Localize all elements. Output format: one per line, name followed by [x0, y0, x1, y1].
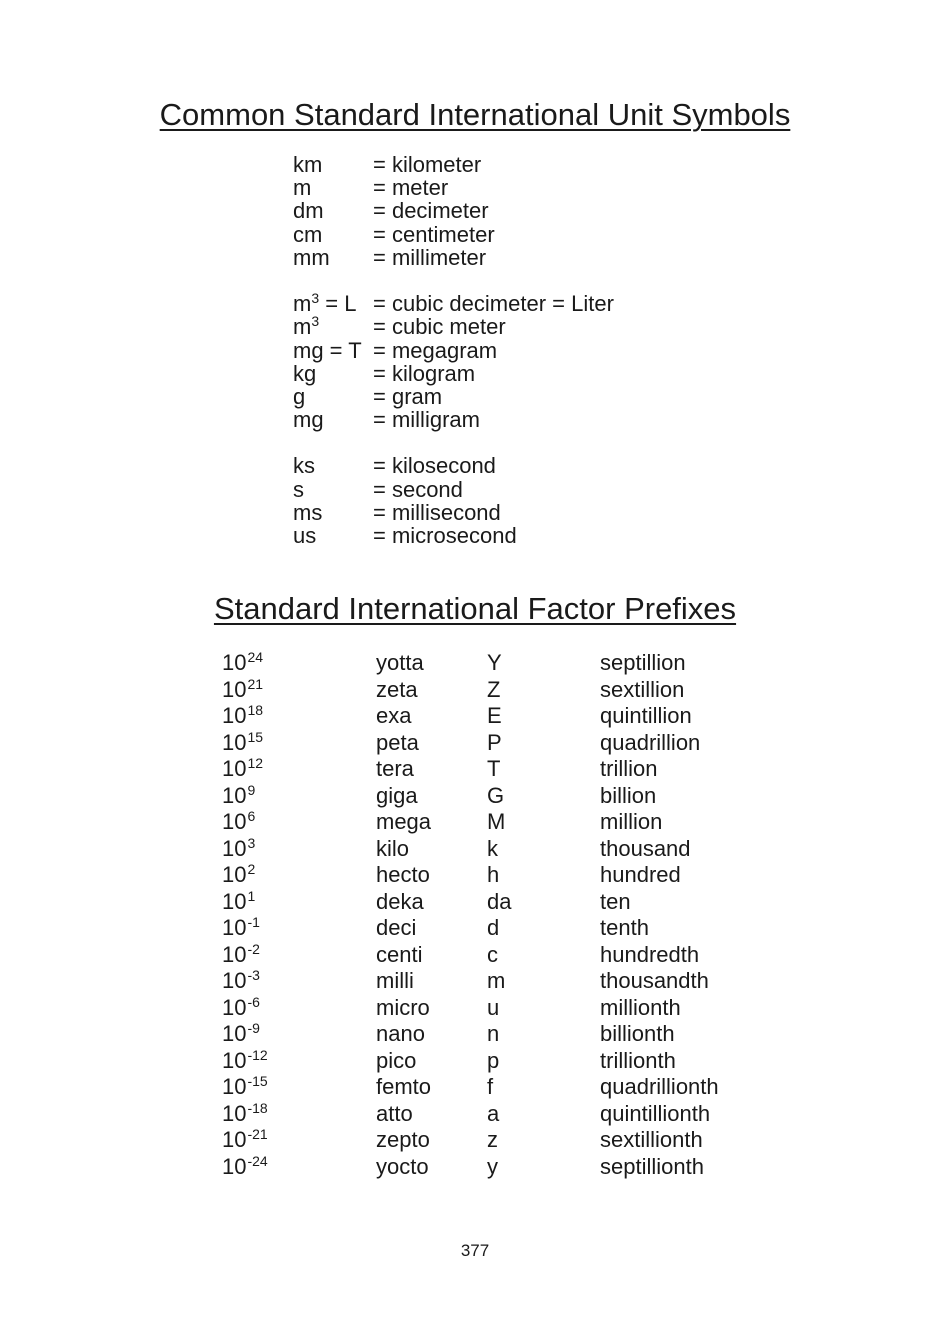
- prefix-power: [222, 1074, 376, 1101]
- prefix-symbol: z: [487, 1127, 498, 1152]
- power-exponent: -3: [247, 967, 260, 983]
- unit-symbol: mg: [293, 407, 324, 433]
- unit-definition: = gram: [373, 383, 443, 409]
- power-base: 10: [222, 756, 247, 781]
- prefix-power: [222, 836, 376, 863]
- prefix-symbol: m: [487, 968, 506, 993]
- prefix-symbol: E: [487, 703, 502, 728]
- prefix-name: kilo: [376, 835, 410, 861]
- prefix-power: [222, 915, 376, 942]
- unit-definition: = megagram: [373, 337, 498, 363]
- prefix-symbol: f: [487, 1074, 494, 1099]
- power-exponent: 6: [247, 808, 256, 824]
- power-base: 10: [222, 941, 247, 967]
- prefix-english: trillionth: [600, 1047, 676, 1073]
- prefix-power: [222, 968, 376, 995]
- unit-row: [293, 292, 614, 315]
- prefix-name: milli: [376, 968, 414, 993]
- power-base: 10: [222, 915, 247, 940]
- prefix-name: pico: [376, 1047, 417, 1073]
- prefix-name: micro: [376, 994, 430, 1020]
- unit-definition: = milligram: [373, 407, 480, 433]
- prefix-power: [222, 730, 376, 757]
- prefix-english: septillionth: [600, 1153, 704, 1179]
- unit-symbol: cm: [293, 221, 323, 247]
- unit-definition: = decimeter: [373, 198, 489, 224]
- prefix-symbol: da: [487, 888, 512, 914]
- unit-definition: = microsecond: [373, 523, 517, 548]
- prefix-name: hecto: [376, 862, 430, 887]
- prefix-name: mega: [376, 809, 432, 834]
- unit-definition: = cubic meter: [373, 314, 506, 340]
- prefix-row: [222, 862, 719, 889]
- power-base: 10: [222, 650, 247, 675]
- prefix-row: [222, 968, 719, 995]
- power-base: 10: [222, 1074, 247, 1099]
- prefix-english: billion: [600, 782, 657, 808]
- power-base: 10: [222, 888, 247, 914]
- prefix-power: [222, 942, 376, 969]
- unit-symbol-base: m: [293, 291, 312, 317]
- power-exponent: 12: [247, 755, 264, 771]
- unit-symbol: ms: [293, 499, 323, 525]
- unit-definition: = kilosecond: [373, 453, 496, 479]
- prefix-row: [222, 1074, 719, 1101]
- prefix-name: deci: [376, 915, 417, 940]
- unit-definition: = kilometer: [373, 152, 482, 177]
- prefix-name: tera: [376, 756, 414, 781]
- power-exponent: -12: [247, 1046, 268, 1063]
- prefix-symbol: n: [487, 1021, 500, 1046]
- prefix-row: [222, 995, 719, 1022]
- power-exponent: -9: [247, 1020, 260, 1036]
- unit-symbol: m: [293, 175, 312, 201]
- unit-symbol: [293, 315, 373, 338]
- unit-row: [293, 315, 614, 338]
- prefix-name: nano: [376, 1021, 425, 1046]
- prefix-row: [222, 889, 719, 916]
- unit-row: [293, 153, 614, 176]
- prefix-power: [222, 995, 376, 1022]
- prefix-power: [222, 756, 376, 783]
- prefix-power: [222, 1154, 376, 1181]
- prefix-row: [222, 1127, 719, 1154]
- power-base: 10: [222, 862, 247, 887]
- prefix-symbol: G: [487, 782, 505, 808]
- unit-row: [293, 524, 614, 547]
- power-exponent: 2: [247, 861, 256, 877]
- prefix-symbol: d: [487, 915, 500, 940]
- prefix-symbol: Y: [487, 650, 502, 675]
- prefix-symbol: u: [487, 994, 500, 1020]
- unit-definition: = meter: [373, 175, 449, 201]
- prefix-power: [222, 862, 376, 889]
- prefix-row: [222, 703, 719, 730]
- prefix-symbol: k: [487, 835, 498, 861]
- prefix-power: [222, 783, 376, 810]
- unit-symbol: km: [293, 152, 323, 177]
- power-base: 10: [222, 1100, 247, 1126]
- power-exponent: -6: [247, 993, 260, 1010]
- prefix-name: exa: [376, 703, 412, 728]
- unit-definition: = centimeter: [373, 221, 495, 247]
- power-exponent: -24: [247, 1152, 268, 1169]
- prefix-symbol: a: [487, 1100, 500, 1126]
- prefix-power: [222, 1127, 376, 1154]
- power-exponent: -1: [247, 914, 260, 930]
- page-number: 377: [460, 1241, 490, 1260]
- unit-group: [293, 454, 614, 547]
- prefix-power: [222, 889, 376, 916]
- prefix-symbol: c: [487, 941, 498, 967]
- prefix-symbol: P: [487, 729, 502, 755]
- prefix-row: [222, 1021, 719, 1048]
- unit-row: [293, 478, 614, 501]
- prefix-name: giga: [376, 782, 418, 808]
- unit-symbol-list: [293, 153, 614, 570]
- power-base: 10: [222, 729, 247, 755]
- power-exponent: 3: [247, 834, 256, 851]
- prefix-power: [222, 650, 376, 677]
- unit-definition: = second: [373, 476, 463, 502]
- power-base: 10: [222, 809, 247, 834]
- unit-row: [293, 362, 614, 385]
- prefix-row: [222, 783, 719, 810]
- prefix-symbol: T: [487, 756, 501, 781]
- prefix-name: peta: [376, 729, 419, 755]
- prefix-row: [222, 915, 719, 942]
- power-base: 10: [222, 703, 247, 728]
- prefix-english: millionth: [600, 994, 681, 1020]
- prefix-power: [222, 809, 376, 836]
- prefix-power: [222, 1101, 376, 1128]
- unit-definition: = cubic decimeter = Liter: [373, 291, 614, 317]
- unit-row: [293, 199, 614, 222]
- unit-symbol: [293, 292, 373, 315]
- unit-symbol: dm: [293, 198, 324, 224]
- unit-row: [293, 176, 614, 199]
- prefix-english: sextillion: [600, 676, 685, 702]
- unit-symbol: s: [293, 476, 304, 502]
- power-exponent: 18: [247, 702, 264, 718]
- unit-row: [293, 454, 614, 477]
- power-base: 10: [222, 1047, 247, 1073]
- prefix-english: quintillion: [600, 703, 692, 728]
- prefix-english: tenth: [600, 915, 649, 940]
- prefix-power: [222, 703, 376, 730]
- power-exponent: -15: [247, 1073, 268, 1089]
- prefix-symbol: M: [487, 809, 506, 834]
- prefix-symbol: p: [487, 1047, 500, 1073]
- unit-row: [293, 223, 614, 246]
- unit-symbol: us: [293, 523, 317, 548]
- power-base: 10: [222, 782, 247, 808]
- prefix-english: ten: [600, 888, 631, 914]
- unit-symbol: ks: [293, 453, 315, 479]
- power-exponent: -2: [247, 940, 260, 957]
- prefix-name: atto: [376, 1100, 413, 1126]
- units-section-title: Common Standard International Unit Symbols: [159, 97, 791, 132]
- power-base: 10: [222, 1021, 247, 1046]
- prefix-english: trillion: [600, 756, 658, 781]
- prefix-row: [222, 1048, 719, 1075]
- power-exponent: 1: [247, 887, 256, 904]
- prefix-english: quadrillion: [600, 729, 701, 755]
- prefix-row: [222, 650, 719, 677]
- unit-symbol-base: m: [293, 314, 312, 340]
- prefix-row: [222, 1101, 719, 1128]
- unit-symbol-exponent: 3: [311, 290, 320, 307]
- prefix-english: billionth: [600, 1021, 675, 1046]
- power-exponent: 15: [247, 728, 264, 745]
- unit-group: [293, 292, 614, 431]
- prefix-english: thousand: [600, 835, 691, 861]
- unit-row: [293, 501, 614, 524]
- unit-definition: = millisecond: [373, 499, 501, 525]
- prefix-english: hundredth: [600, 941, 700, 967]
- power-base: 10: [222, 676, 247, 702]
- prefix-english: million: [600, 809, 663, 834]
- prefix-name: zepto: [376, 1127, 430, 1152]
- prefix-english: quintillionth: [600, 1100, 711, 1126]
- prefix-english: thousandth: [600, 968, 709, 993]
- power-base: 10: [222, 835, 247, 861]
- unit-symbol: kg: [293, 360, 317, 386]
- prefix-symbol: Z: [487, 676, 501, 702]
- prefix-name: femto: [376, 1074, 432, 1099]
- power-base: 10: [222, 1127, 247, 1152]
- unit-row: [293, 339, 614, 362]
- power-exponent: 21: [247, 675, 264, 692]
- prefix-english: sextillionth: [600, 1127, 703, 1152]
- prefix-symbol: y: [487, 1153, 498, 1179]
- unit-group: [293, 153, 614, 269]
- prefix-name: yocto: [376, 1153, 429, 1179]
- prefix-row: [222, 836, 719, 863]
- prefix-name: deka: [376, 888, 424, 914]
- prefix-row: [222, 677, 719, 704]
- unit-definition: = kilogram: [373, 360, 476, 386]
- prefix-row: [222, 730, 719, 757]
- power-base: 10: [222, 994, 247, 1020]
- prefix-english: septillion: [600, 650, 686, 675]
- prefixes-section-title: Standard International Factor Prefixes: [213, 591, 737, 626]
- power-exponent: 9: [247, 781, 256, 798]
- power-base: 10: [222, 968, 247, 993]
- prefix-name: centi: [376, 941, 423, 967]
- power-base: 10: [222, 1153, 247, 1179]
- unit-row: [293, 246, 614, 269]
- unit-row: [293, 385, 614, 408]
- unit-symbol: mm: [293, 244, 330, 270]
- prefix-power: [222, 1048, 376, 1075]
- power-exponent: -21: [247, 1126, 268, 1142]
- unit-definition: = millimeter: [373, 244, 487, 270]
- prefix-symbol: h: [487, 862, 500, 887]
- prefix-name: zeta: [376, 676, 418, 702]
- power-exponent: 24: [247, 649, 264, 665]
- prefix-row: [222, 756, 719, 783]
- prefix-english: quadrillionth: [600, 1074, 719, 1099]
- prefix-english: hundred: [600, 862, 681, 887]
- prefix-power: [222, 1021, 376, 1048]
- prefix-power: [222, 677, 376, 704]
- prefix-row: [222, 1154, 719, 1181]
- unit-symbol-rest: = L: [319, 291, 357, 317]
- unit-row: [293, 408, 614, 431]
- power-exponent: -18: [247, 1099, 268, 1116]
- prefix-row: [222, 942, 719, 969]
- prefix-name: yotta: [376, 650, 424, 675]
- prefix-row: [222, 809, 719, 836]
- prefix-table: [222, 650, 719, 1180]
- unit-symbol-exponent: 3: [311, 313, 320, 330]
- unit-symbol: mg = T: [293, 337, 362, 363]
- unit-symbol: g: [293, 383, 306, 409]
